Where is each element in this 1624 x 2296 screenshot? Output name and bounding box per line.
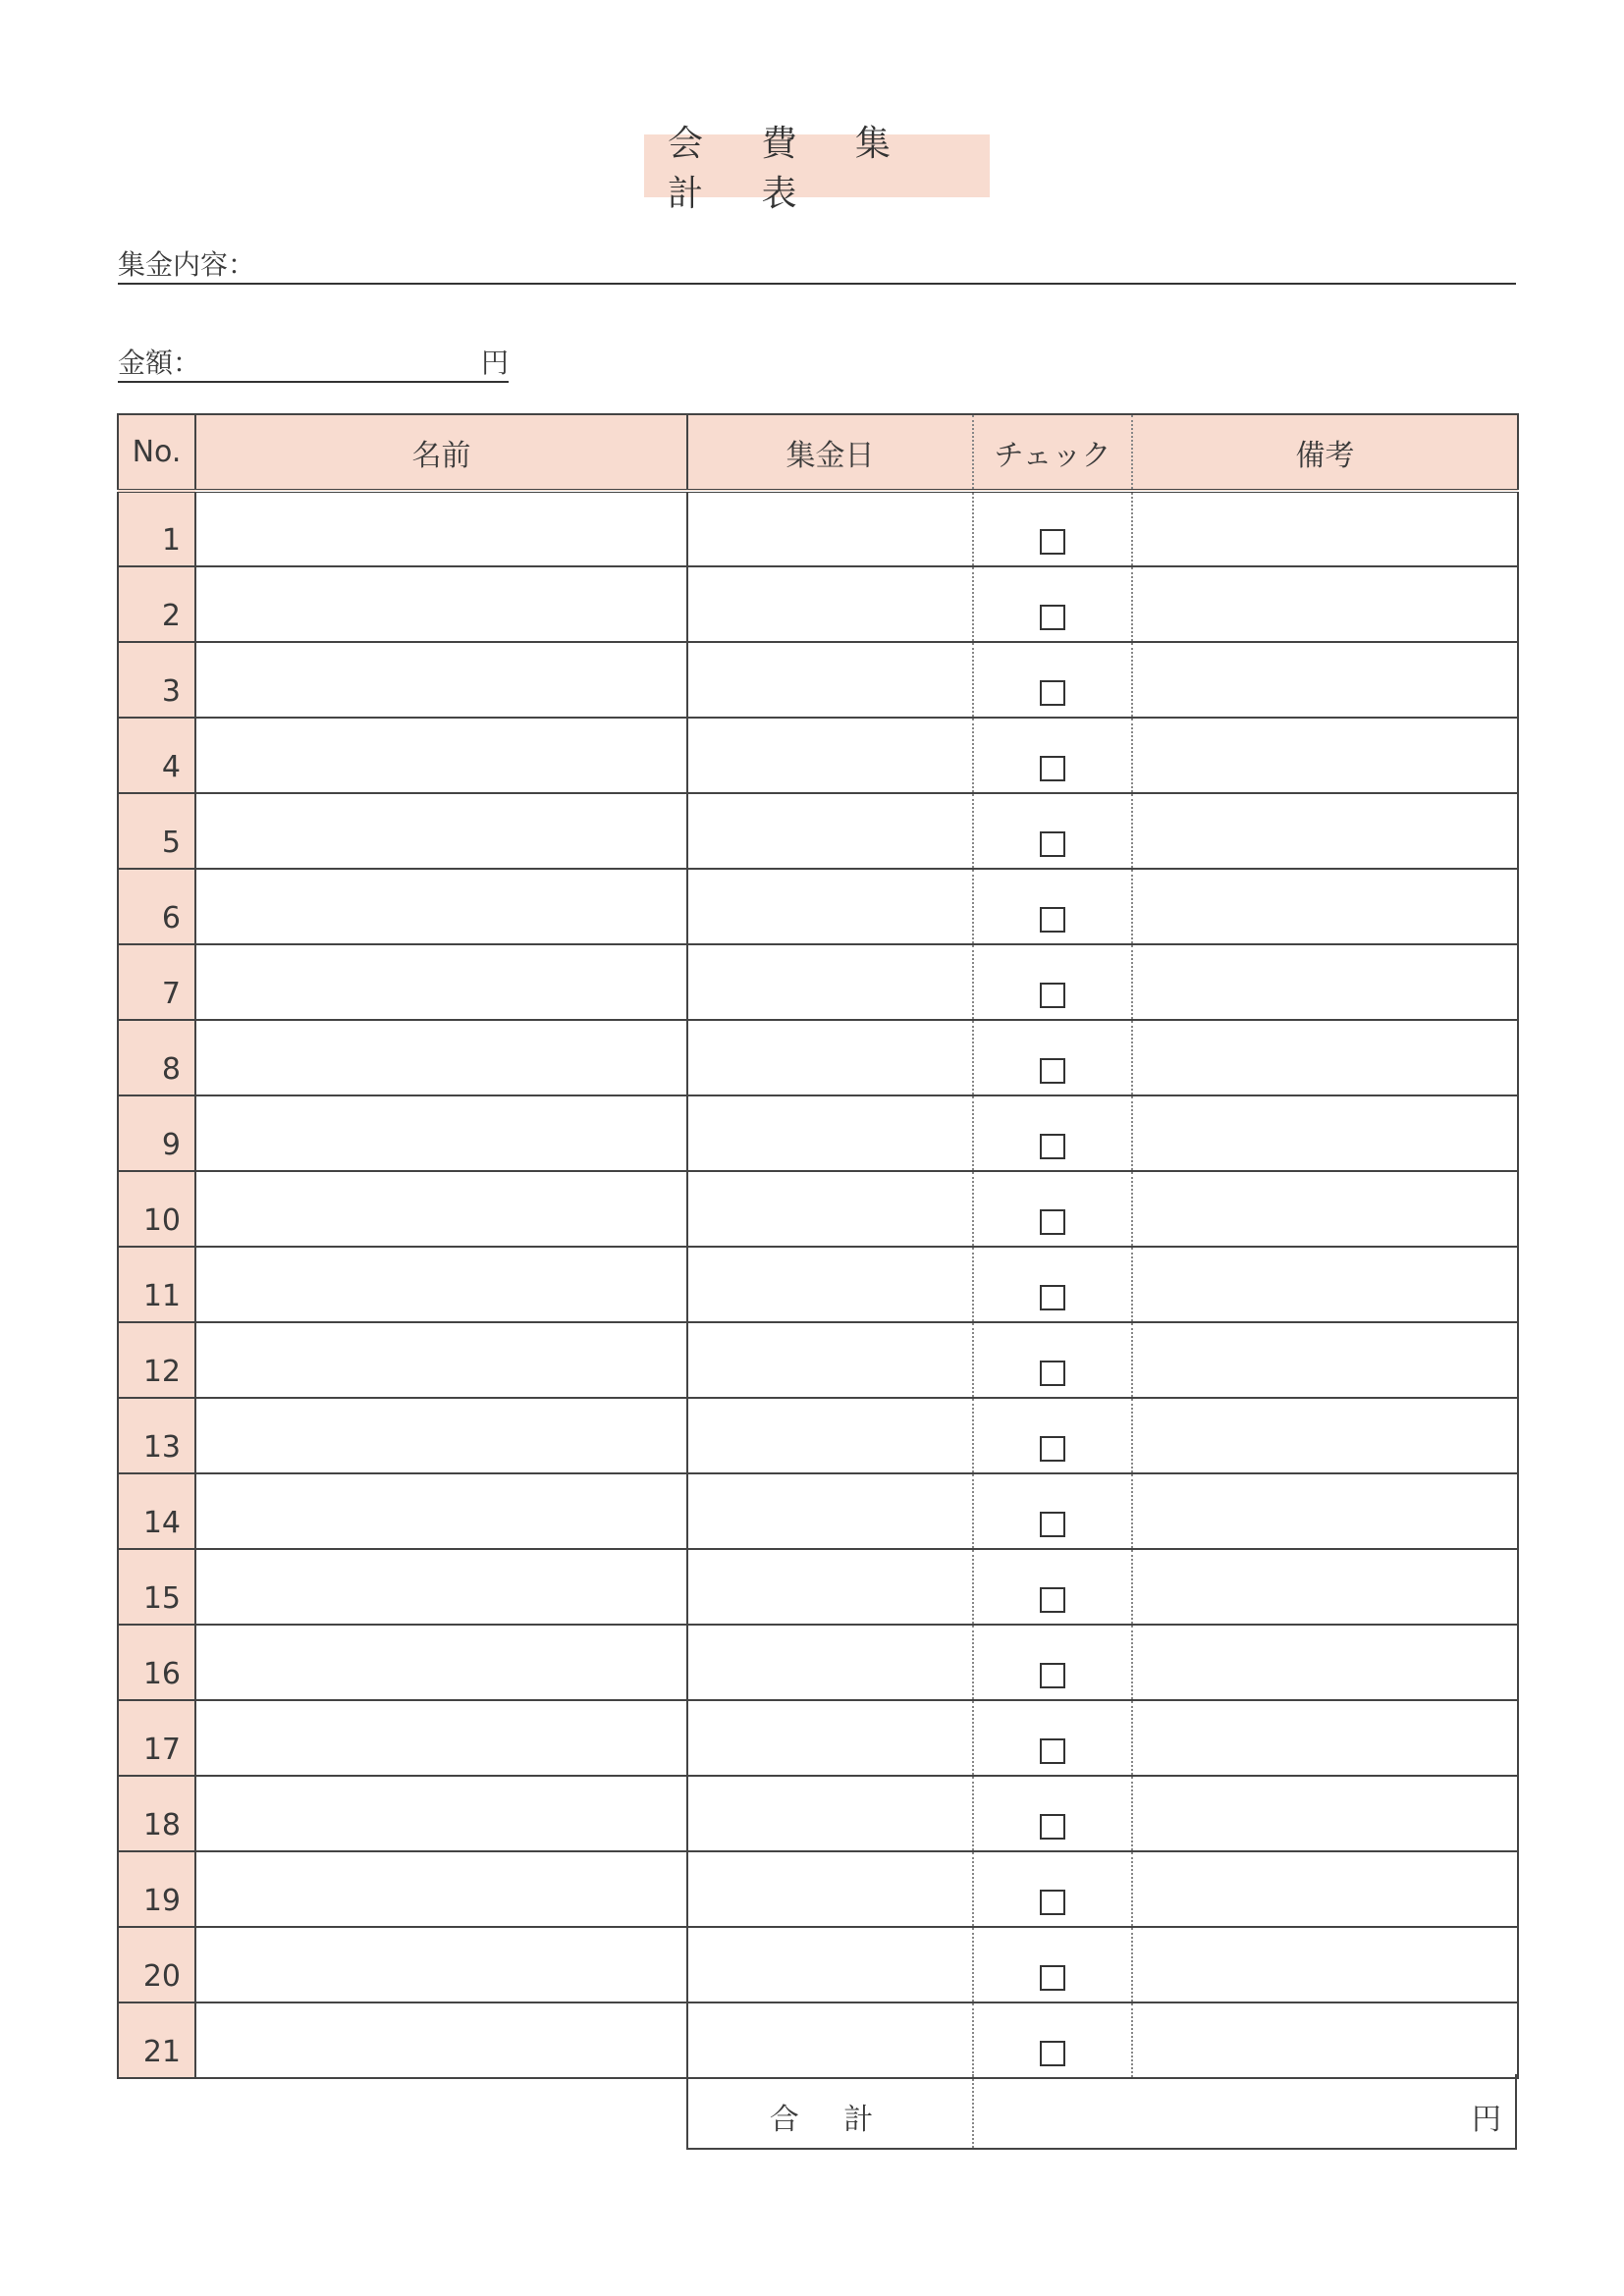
remarks-cell[interactable]	[1132, 1398, 1518, 1473]
table-row	[118, 1171, 1518, 1247]
check-cell[interactable]	[973, 1473, 1132, 1549]
amount-field[interactable]	[118, 346, 509, 383]
remarks-cell[interactable]	[1132, 1095, 1518, 1171]
table-row	[118, 1473, 1518, 1549]
table-row	[118, 1927, 1518, 2002]
date-cell[interactable]	[687, 1473, 973, 1549]
row-number: 9	[118, 1095, 195, 1171]
check-cell[interactable]	[973, 1851, 1132, 1927]
amount-label: 金額：	[118, 347, 201, 379]
name-cell[interactable]	[195, 1473, 687, 1549]
row-number: 12	[118, 1322, 195, 1398]
remarks-cell[interactable]	[1132, 944, 1518, 1020]
name-cell[interactable]	[195, 1851, 687, 1927]
date-cell[interactable]	[687, 1398, 973, 1473]
checkbox-icon[interactable]	[1040, 1738, 1065, 1764]
row-number: 19	[118, 1851, 195, 1927]
row-number: 16	[118, 1625, 195, 1700]
name-cell[interactable]	[195, 1095, 687, 1171]
row-number: 17	[118, 1700, 195, 1776]
checkbox-icon[interactable]	[1040, 1209, 1065, 1235]
check-cell[interactable]	[973, 1398, 1132, 1473]
checkbox-icon[interactable]	[1040, 1436, 1065, 1462]
row-number: 2	[118, 566, 195, 642]
table-row	[118, 2002, 1518, 2078]
name-cell[interactable]	[195, 1927, 687, 2002]
date-cell[interactable]	[687, 1247, 973, 1322]
header-check: チェック	[973, 414, 1132, 491]
row-number: 6	[118, 869, 195, 944]
total-value-field[interactable]	[974, 2074, 1515, 2148]
date-cell[interactable]	[687, 944, 973, 1020]
remarks-cell[interactable]	[1132, 1776, 1518, 1851]
date-cell[interactable]	[687, 1171, 973, 1247]
date-cell[interactable]	[687, 1927, 973, 2002]
remarks-cell[interactable]	[1132, 491, 1518, 566]
checkbox-icon[interactable]	[1040, 756, 1065, 781]
total-label: 合 計	[688, 2074, 974, 2148]
checkbox-icon[interactable]	[1040, 1587, 1065, 1613]
name-cell[interactable]	[195, 1020, 687, 1095]
check-cell[interactable]	[973, 1247, 1132, 1322]
date-cell[interactable]	[687, 566, 973, 642]
table-row	[118, 1020, 1518, 1095]
date-cell[interactable]	[687, 1020, 973, 1095]
check-cell[interactable]	[973, 491, 1132, 566]
name-cell[interactable]	[195, 944, 687, 1020]
name-cell[interactable]	[195, 1776, 687, 1851]
check-cell[interactable]	[973, 869, 1132, 944]
checkbox-icon[interactable]	[1040, 1965, 1065, 1991]
remarks-cell[interactable]	[1132, 793, 1518, 869]
amount-unit: 円	[480, 347, 509, 379]
table-row	[118, 1247, 1518, 1322]
name-cell[interactable]	[195, 1398, 687, 1473]
name-cell[interactable]	[195, 1549, 687, 1625]
total-row	[686, 2074, 1517, 2150]
checkbox-icon[interactable]	[1040, 2041, 1065, 2066]
row-number: 1	[118, 491, 195, 566]
check-cell[interactable]	[973, 642, 1132, 718]
checkbox-icon[interactable]	[1040, 831, 1065, 857]
name-cell[interactable]	[195, 2002, 687, 2078]
total-unit: 円	[1472, 2103, 1501, 2137]
date-cell[interactable]	[687, 491, 973, 566]
row-number: 10	[118, 1171, 195, 1247]
table-row	[118, 566, 1518, 642]
row-number: 3	[118, 642, 195, 718]
row-number: 18	[118, 1776, 195, 1851]
remarks-cell[interactable]	[1132, 1171, 1518, 1247]
checkbox-icon[interactable]	[1040, 1134, 1065, 1159]
remarks-cell[interactable]	[1132, 718, 1518, 793]
table-row	[118, 944, 1518, 1020]
checkbox-icon[interactable]	[1040, 605, 1065, 630]
name-cell[interactable]	[195, 1322, 687, 1398]
checkbox-icon[interactable]	[1040, 1663, 1065, 1688]
remarks-cell[interactable]	[1132, 1549, 1518, 1625]
check-cell[interactable]	[973, 1549, 1132, 1625]
check-cell[interactable]	[973, 1625, 1132, 1700]
table-row	[118, 1095, 1518, 1171]
remarks-cell[interactable]	[1132, 642, 1518, 718]
name-cell[interactable]	[195, 642, 687, 718]
date-cell[interactable]	[687, 718, 973, 793]
row-number: 7	[118, 944, 195, 1020]
table-row	[118, 1549, 1518, 1625]
table-row	[118, 869, 1518, 944]
row-number: 13	[118, 1398, 195, 1473]
checkbox-icon[interactable]	[1040, 907, 1065, 933]
remarks-cell[interactable]	[1132, 1473, 1518, 1549]
name-cell[interactable]	[195, 718, 687, 793]
checkbox-icon[interactable]	[1040, 1361, 1065, 1386]
date-cell[interactable]	[687, 1851, 973, 1927]
check-cell[interactable]	[973, 1171, 1132, 1247]
checkbox-icon[interactable]	[1040, 1890, 1065, 1915]
name-cell[interactable]	[195, 1247, 687, 1322]
date-cell[interactable]	[687, 642, 973, 718]
checkbox-icon[interactable]	[1040, 1512, 1065, 1537]
check-cell[interactable]	[973, 1020, 1132, 1095]
check-cell[interactable]	[973, 566, 1132, 642]
check-cell[interactable]	[973, 793, 1132, 869]
remarks-cell[interactable]	[1132, 1927, 1518, 2002]
date-cell[interactable]	[687, 2002, 973, 2078]
row-number: 11	[118, 1247, 195, 1322]
date-cell[interactable]	[687, 1625, 973, 1700]
table-row	[118, 1700, 1518, 1776]
checkbox-icon[interactable]	[1040, 1058, 1065, 1084]
name-cell[interactable]	[195, 491, 687, 566]
row-number: 20	[118, 1927, 195, 2002]
row-number: 8	[118, 1020, 195, 1095]
check-cell[interactable]	[973, 1776, 1132, 1851]
page-title: 会 費 集 計 表	[644, 134, 990, 197]
header-date: 集金日	[687, 414, 973, 491]
date-cell[interactable]	[687, 1322, 973, 1398]
table-row	[118, 793, 1518, 869]
remarks-cell[interactable]	[1132, 2002, 1518, 2078]
check-cell[interactable]	[973, 1927, 1132, 2002]
checkbox-icon[interactable]	[1040, 529, 1065, 555]
date-cell[interactable]	[687, 1549, 973, 1625]
date-cell[interactable]	[687, 869, 973, 944]
table-row	[118, 1625, 1518, 1700]
table-row	[118, 1851, 1518, 1927]
check-cell[interactable]	[973, 1700, 1132, 1776]
remarks-cell[interactable]	[1132, 869, 1518, 944]
check-cell[interactable]	[973, 718, 1132, 793]
remarks-cell[interactable]	[1132, 1625, 1518, 1700]
remarks-cell[interactable]	[1132, 566, 1518, 642]
header-name: 名前	[195, 414, 687, 491]
fee-table	[117, 413, 1519, 2079]
table-row	[118, 1776, 1518, 1851]
table-header-row	[118, 414, 1518, 491]
name-cell[interactable]	[195, 1700, 687, 1776]
row-number: 14	[118, 1473, 195, 1549]
date-cell[interactable]	[687, 1095, 973, 1171]
name-cell[interactable]	[195, 1625, 687, 1700]
date-cell[interactable]	[687, 1776, 973, 1851]
name-cell[interactable]	[195, 793, 687, 869]
table-row	[118, 1322, 1518, 1398]
check-cell[interactable]	[973, 944, 1132, 1020]
checkbox-icon[interactable]	[1040, 1814, 1065, 1840]
checkbox-icon[interactable]	[1040, 983, 1065, 1008]
name-cell[interactable]	[195, 1171, 687, 1247]
remarks-cell[interactable]	[1132, 1322, 1518, 1398]
collection-content-label: 集金内容：	[118, 248, 256, 281]
date-cell[interactable]	[687, 1700, 973, 1776]
checkbox-icon[interactable]	[1040, 1285, 1065, 1310]
row-number: 21	[118, 2002, 195, 2078]
name-cell[interactable]	[195, 869, 687, 944]
table-row	[118, 718, 1518, 793]
row-number: 4	[118, 718, 195, 793]
header-no: No.	[118, 414, 195, 491]
row-number: 5	[118, 793, 195, 869]
name-cell[interactable]	[195, 566, 687, 642]
table-row	[118, 491, 1518, 566]
checkbox-icon[interactable]	[1040, 680, 1065, 706]
check-cell[interactable]	[973, 1322, 1132, 1398]
check-cell[interactable]	[973, 1095, 1132, 1171]
remarks-cell[interactable]	[1132, 1700, 1518, 1776]
collection-content-field[interactable]	[118, 247, 1516, 285]
remarks-cell[interactable]	[1132, 1851, 1518, 1927]
header-remarks: 備考	[1132, 414, 1518, 491]
table-row	[118, 1398, 1518, 1473]
date-cell[interactable]	[687, 793, 973, 869]
check-cell[interactable]	[973, 2002, 1132, 2078]
remarks-cell[interactable]	[1132, 1247, 1518, 1322]
remarks-cell[interactable]	[1132, 1020, 1518, 1095]
row-number: 15	[118, 1549, 195, 1625]
table-row	[118, 642, 1518, 718]
